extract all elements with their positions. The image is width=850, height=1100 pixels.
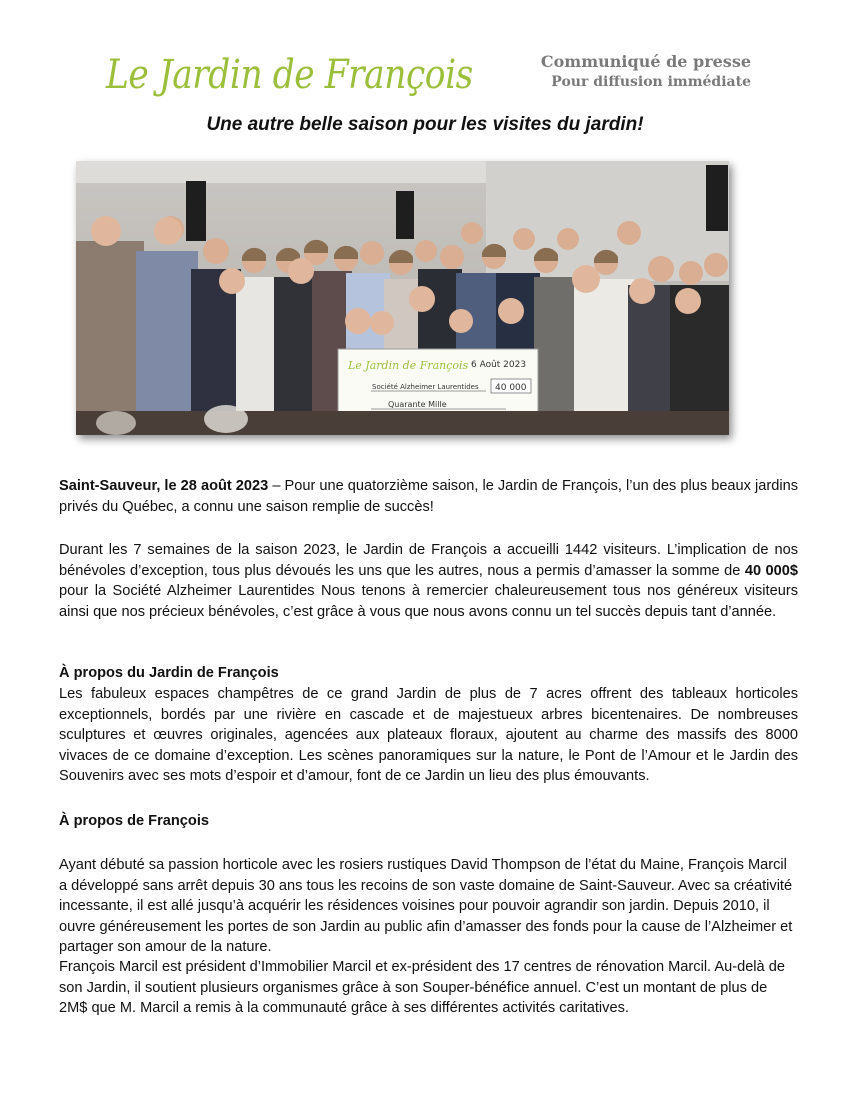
logo	[106, 44, 473, 106]
dateline: Saint-Sauveur, le 28 août 2023	[59, 478, 269, 494]
intro-text: – Pour une quatorzième saison, le Jardin de François, l’un des plus beaux jardins privés du Québec, a connu une saison remplie de succès!	[59, 478, 799, 515]
francois-paragraph-1: Ayant débuté sa passion horticole avec les rosiers rustiques David Thompson de l’état du Maine, François Marcil a développé sans arrêt depuis 30 ans tous les recoins de son vaste domaine de Saint-Sauveur. Avec sa créativité incessante, il est allé jusqu’à acquérir les résidences voisines pour pouvoir agrandir son jardin. Depuis 2010, il ouvre généreusement les portes de son Jardin au public afin d’amasser des fonds pour la cause de l’Alzheimer et partager son amour de la nature.	[59, 857, 793, 955]
logo-text: Le Jardin de François	[106, 52, 473, 98]
page-title: Une autre belle saison pour les visites du jardin!	[206, 114, 644, 135]
season-text-a: Durant les 7 semaines de la saison 2023, le Jardin de François a accueilli 1442 visiteurs. L’implication de nos bénévoles d’exception, tous plus dévoués les uns que les autres, nous a permis d’amasser la somme de	[59, 542, 798, 579]
cheque-logo: Le Jardin de François	[348, 359, 469, 372]
cheque-date: 6 Août 2023	[471, 360, 527, 370]
cheque-amount: 40 000	[495, 383, 527, 393]
cheque-words: Quarante Mille	[388, 400, 447, 409]
cheque-payee: Société Alzheimer Laurentides	[372, 383, 479, 391]
press-title: Communiqué de presse	[540, 52, 751, 71]
section-heading-garden: À propos du Jardin de François	[59, 665, 279, 681]
intro-paragraph	[59, 476, 798, 517]
section-heading-francois: À propos de François	[59, 813, 210, 829]
francois-paragraph-2: François Marcil est président d’Immobilier Marcil et ex-président des 17 centres de rénovation Marcil. Au-delà de son Jardin, il soutient plusieurs organismes grâce à son Souper-bénéfice annuel. C’est un montant de plus de 2M$ que M. Marcil a remis à la communauté grâce à ses différentes activités caritatives.	[59, 959, 785, 1016]
garden-paragraph: Les fabuleux espaces champêtres de ce grand Jardin de plus de 7 acres offrent des tableaux horticoles exceptionnels, bordés par une rivière en cascade et de majestueux arbres bicentenaires. De nombreuses sculptures et œuvres originales, agencées aux plateaux floraux, ajoutent au charme des massifs des 8000 vivaces de ce domaine d’exception. Les scènes panoramiques sur la nature, le Pont de l’Amour et le Jardin des Souvenirs avec ses mots d’espoir et d’amour, font de ce Jardin un lieu des plus émouvants.	[59, 686, 798, 784]
season-paragraph	[59, 540, 798, 622]
amount-raised: 40 000$	[744, 562, 798, 579]
press-subtitle: Pour diffusion immédiate	[551, 74, 751, 90]
season-text-b: pour la Société Alzheimer Laurentides Nous tenons à remercier chaleureusement tous nos généreux visiteurs ainsi que nos précieux bénévoles, c’est grâce à vous que nous avons connu un tel succès depuis tant d’année.	[59, 583, 798, 620]
press-label	[541, 52, 751, 92]
group-photo	[76, 161, 729, 435]
